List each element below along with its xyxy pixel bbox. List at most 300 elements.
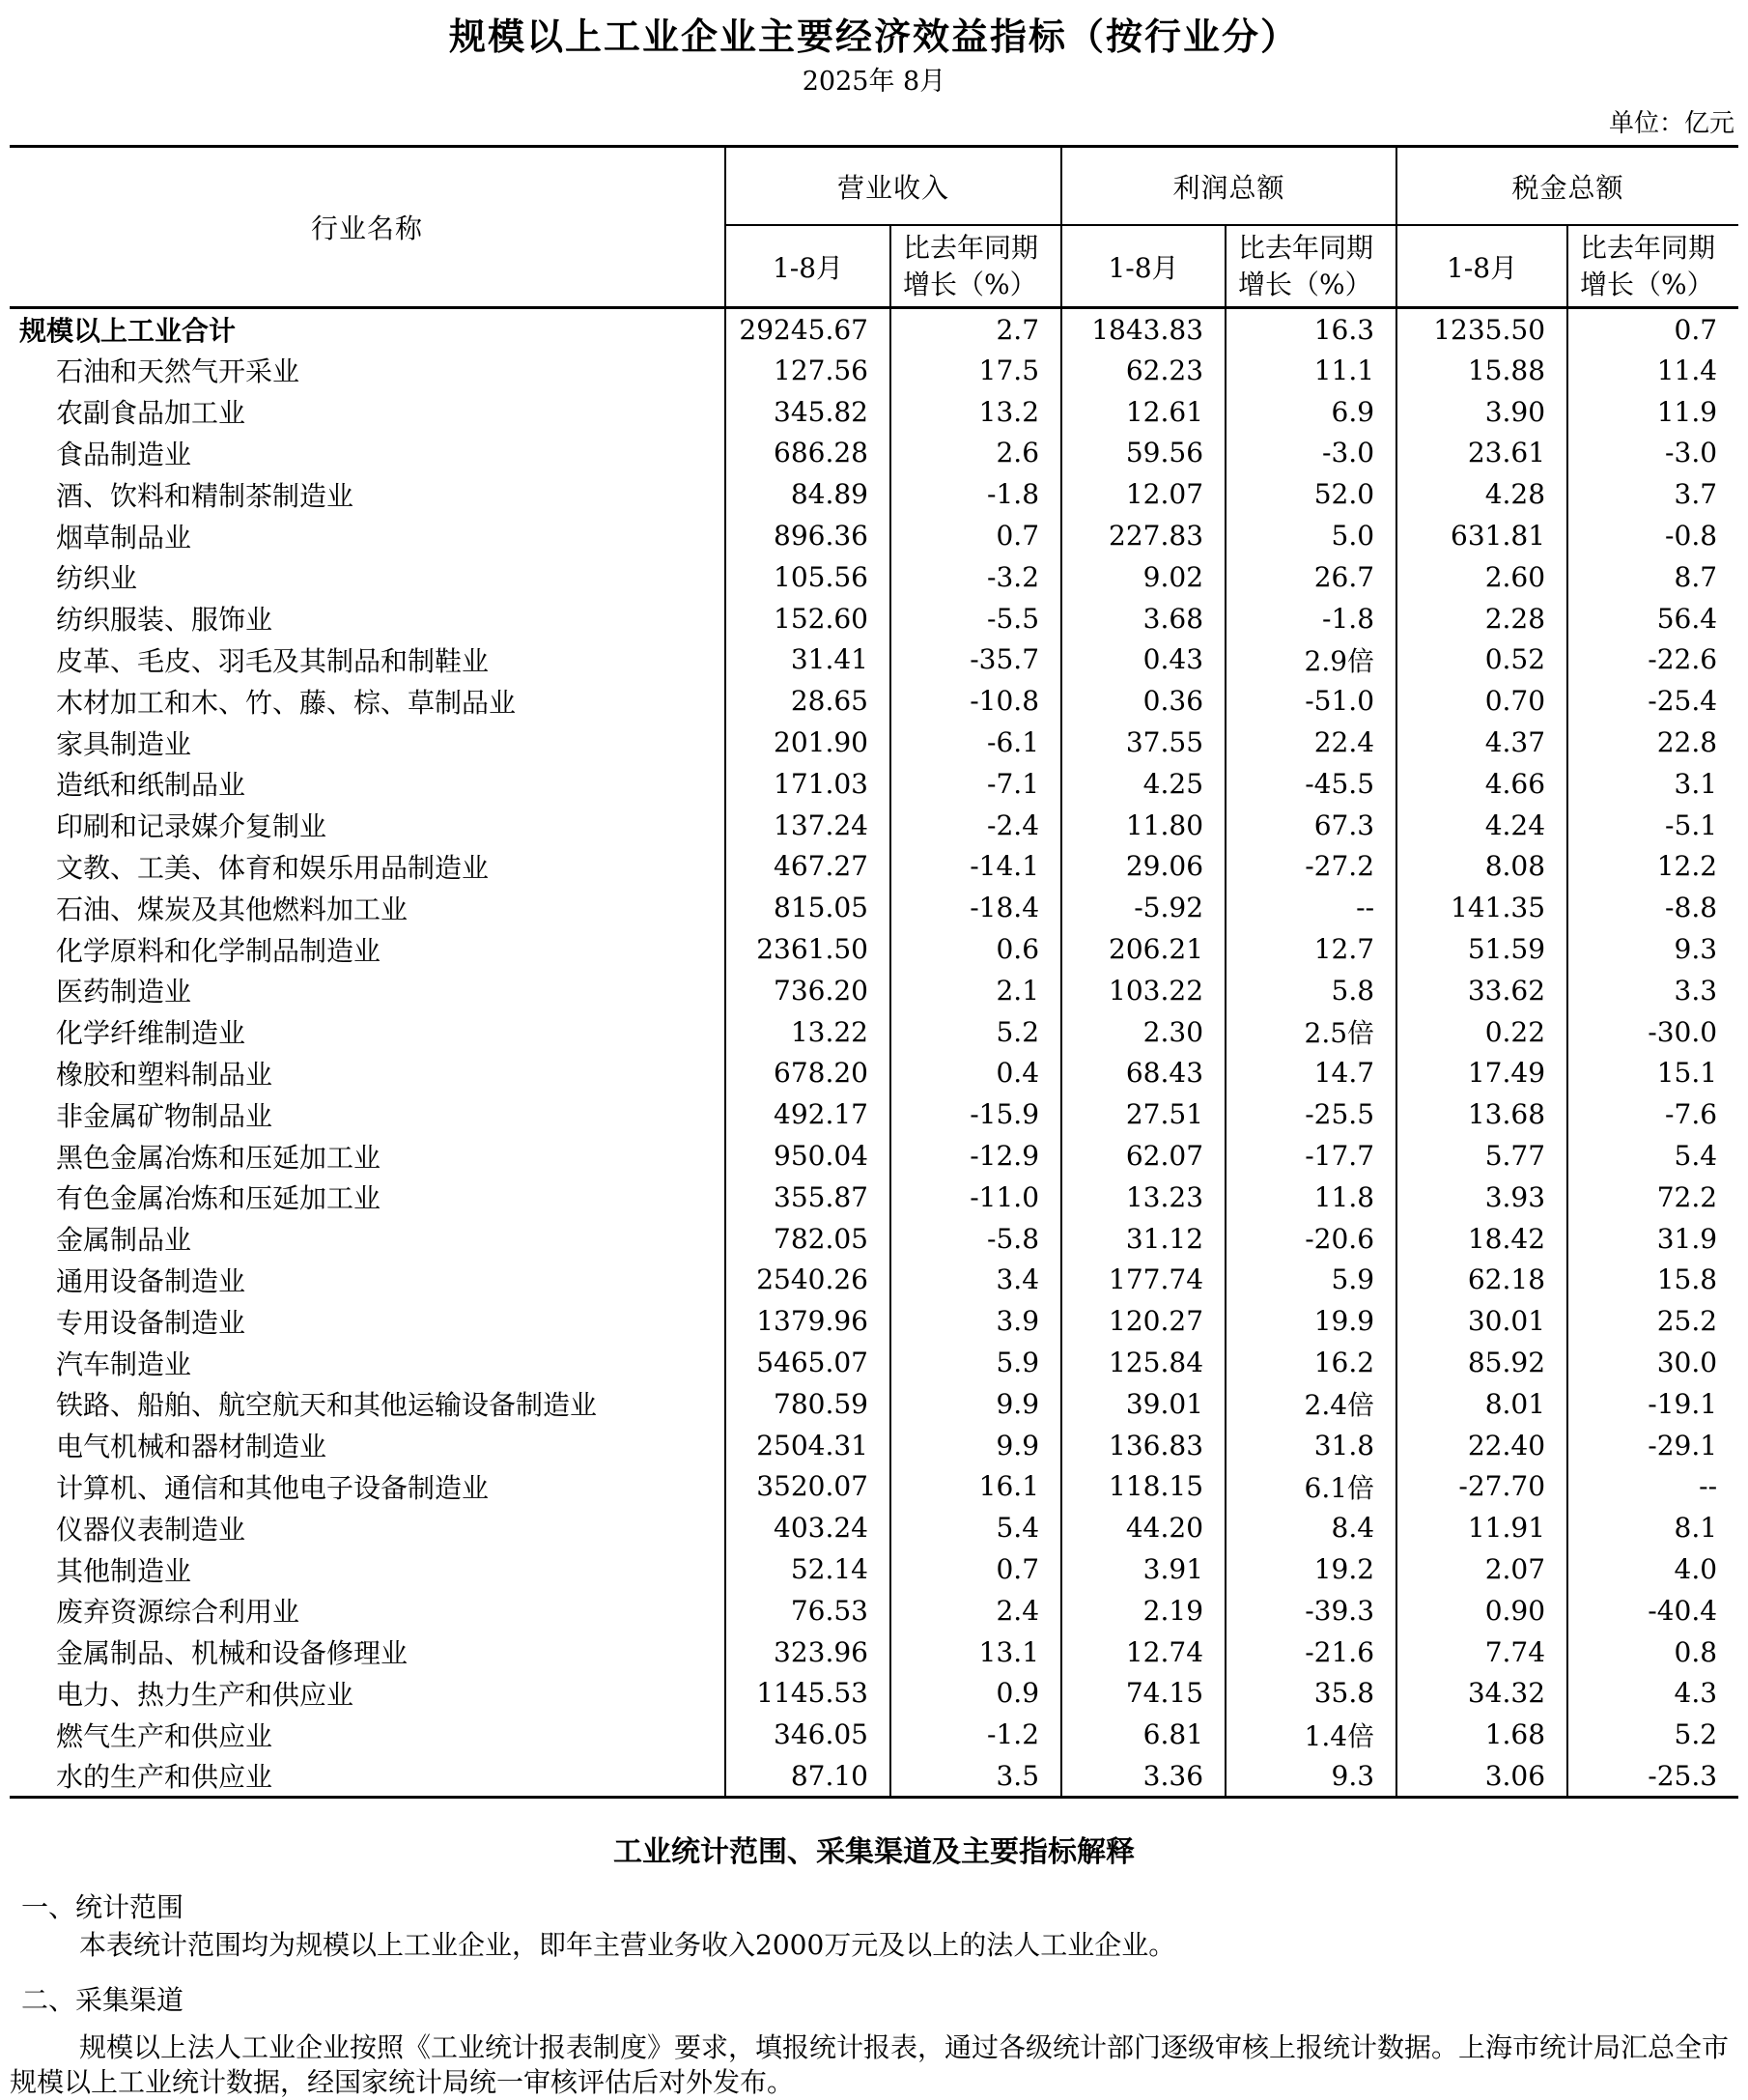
industry-name: 木材加工和木、竹、藤、棕、草制品业 [56,686,517,719]
profit-period-value: 4.25 [1061,763,1226,805]
revenue-growth-value: 9.9 [890,1425,1061,1466]
revenue-period-value: 896.36 [725,515,890,556]
profit-growth-value: 2.9倍 [1226,639,1396,681]
tax-period-value: 8.08 [1396,846,1567,888]
profit-period-value: 103.22 [1061,970,1226,1011]
industry-name: 电力、热力生产和供应业 [56,1678,354,1711]
tax-period-value: 3.90 [1396,391,1567,433]
profit-period-value: 39.01 [1061,1383,1226,1425]
tax-period-value: 0.90 [1396,1590,1567,1632]
tax-period-value: 3.93 [1396,1177,1567,1218]
revenue-growth-value: -1.2 [890,1714,1061,1755]
tax-growth-value: 15.8 [1567,1260,1738,1301]
profit-growth-value: 5.8 [1226,970,1396,1011]
page-subtitle: 2025年 8月 [802,67,946,97]
profit-growth-value: -51.0 [1226,680,1396,722]
industry-name: 金属制品业 [56,1224,192,1257]
profit-growth-value: 22.4 [1226,722,1396,763]
tax-growth-value: 22.8 [1567,722,1738,763]
tax-growth-value: 15.1 [1567,1053,1738,1094]
profit-period-value: 12.61 [1061,391,1226,433]
revenue-period-value: 2540.26 [725,1260,890,1301]
note-heading-scope: 一、统计范围 [21,1891,184,1924]
tax-growth-value: 11.9 [1567,391,1738,433]
profit-period-value: 27.51 [1061,1093,1226,1135]
profit-period-value: 2.19 [1061,1590,1226,1632]
industry-name: 医药制造业 [56,976,192,1008]
revenue-growth-value: 0.7 [890,1548,1061,1590]
tax-growth-value: 25.2 [1567,1300,1738,1342]
tax-period-value: 0.22 [1396,1011,1567,1053]
tax-growth-value: 5.4 [1567,1135,1738,1177]
tax-growth-value: -5.1 [1567,805,1738,846]
tax-growth-value: 4.0 [1567,1548,1738,1590]
revenue-period-value: 52.14 [725,1548,890,1590]
industry-column-header: 行业名称 [10,147,725,308]
table-row [10,805,1738,846]
tax-growth-value: -3.0 [1567,433,1738,474]
revenue-period-value: 950.04 [725,1135,890,1177]
revenue-period-value: 492.17 [725,1093,890,1135]
notes-title: 工业统计范围、采集渠道及主要指标解释 [613,1835,1135,1870]
tax-period-value: 4.24 [1396,805,1567,846]
revenue-period-value: 780.59 [725,1383,890,1425]
revenue-period-value: 403.24 [725,1507,890,1548]
revenue-growth-value: -2.4 [890,805,1061,846]
tax-period-value: 18.42 [1396,1218,1567,1260]
tax-growth-value: -40.4 [1567,1590,1738,1632]
industry-name: 石油、煤炭及其他燃料加工业 [56,893,409,925]
tax-growth-value: -25.3 [1567,1755,1738,1798]
profit-growth-value: 19.2 [1226,1548,1396,1590]
tax-growth-value: 8.7 [1567,556,1738,598]
profit-period-value: 3.91 [1061,1548,1226,1590]
profit-growth-value: -39.3 [1226,1590,1396,1632]
tax-period-value: 23.61 [1396,433,1567,474]
profit-period-value: 0.36 [1061,680,1226,722]
table-row [10,1548,1738,1590]
table-row [10,1507,1738,1548]
tax-period-value: 2.28 [1396,598,1567,639]
tax-growth-value: 12.2 [1567,846,1738,888]
tax-growth-value: -- [1567,1466,1738,1508]
industry-name: 水的生产和供应业 [56,1761,273,1794]
revenue-period-value: 13.22 [725,1011,890,1053]
profit-period-value: 13.23 [1061,1177,1226,1218]
revenue-growth-value: 5.9 [890,1342,1061,1383]
table-row [10,433,1738,474]
profit-growth-value: 67.3 [1226,805,1396,846]
group-header-profit: 利润总额 [1061,147,1396,226]
industry-name: 规模以上工业合计 [19,315,237,347]
profit-period-value: 2.30 [1061,1011,1226,1053]
profit-growth-header [1226,225,1396,308]
revenue-period-value: 1145.53 [725,1673,890,1715]
profit-period-value: 3.68 [1061,598,1226,639]
note-body-scope: 本表统计范围均为规模以上工业企业，即年主营业务收入2000万元及以上的法人工业企业。 [79,1929,1176,1962]
table-row [10,515,1738,556]
revenue-period-value: 152.60 [725,598,890,639]
notes-section [10,1835,1738,2100]
tax-period-value: 22.40 [1396,1425,1567,1466]
profit-growth-value: -3.0 [1226,433,1396,474]
profit-growth-value: 12.7 [1226,928,1396,970]
industry-name: 专用设备制造业 [56,1306,246,1339]
revenue-period-value: 105.56 [725,556,890,598]
profit-period-value: 59.56 [1061,433,1226,474]
profit-growth-value: -- [1226,887,1396,928]
profit-period-value: 120.27 [1061,1300,1226,1342]
tax-growth-value: -19.1 [1567,1383,1738,1425]
group-header-row [10,147,1738,226]
industry-name: 计算机、通信和其他电子设备制造业 [56,1471,490,1504]
page-title: 规模以上工业企业主要经济效益指标（按行业分） [448,14,1299,58]
table-row [10,1135,1738,1177]
tax-growth-value: 30.0 [1567,1342,1738,1383]
profit-period-value: 1843.83 [1061,308,1226,351]
profit-period-value: 37.55 [1061,722,1226,763]
profit-growth-value: -20.6 [1226,1218,1396,1260]
profit-growth-value: -1.8 [1226,598,1396,639]
tax-growth-value: 31.9 [1567,1218,1738,1260]
profit-growth-value: 35.8 [1226,1673,1396,1715]
profit-period-value: 62.07 [1061,1135,1226,1177]
tax-period-value: 33.62 [1396,970,1567,1011]
profit-growth-value: 6.1倍 [1226,1466,1396,1508]
tax-growth-value: 3.7 [1567,473,1738,515]
industry-name: 橡胶和塑料制品业 [56,1058,273,1091]
tax-period-header: 1-8月 [1396,225,1567,308]
tax-growth-value: 8.1 [1567,1507,1738,1548]
table-row [10,1342,1738,1383]
revenue-growth-value: -5.8 [890,1218,1061,1260]
table-row [10,639,1738,681]
revenue-period-value: 2504.31 [725,1425,890,1466]
tax-period-value: 13.68 [1396,1093,1567,1135]
tax-growth-value: -30.0 [1567,1011,1738,1053]
revenue-growth-value: 16.1 [890,1466,1061,1508]
profit-period-value: 12.74 [1061,1632,1226,1673]
profit-growth-value: 1.4倍 [1226,1714,1396,1755]
revenue-period-value: 678.20 [725,1053,890,1094]
table-row [10,391,1738,433]
profit-period-value: 3.36 [1061,1755,1226,1798]
profit-period-value: 11.80 [1061,805,1226,846]
profit-growth-value: 11.1 [1226,350,1396,391]
tax-growth-value: 0.8 [1567,1632,1738,1673]
revenue-period-value: 5465.07 [725,1342,890,1383]
revenue-growth-value: 9.9 [890,1383,1061,1425]
revenue-growth-value: -14.1 [890,846,1061,888]
profit-growth-value: 16.2 [1226,1342,1396,1383]
tax-period-value: 7.74 [1396,1632,1567,1673]
industry-name: 仪器仪表制造业 [56,1513,246,1546]
tax-period-value: 85.92 [1396,1342,1567,1383]
group-header-tax: 税金总额 [1396,147,1738,226]
industry-name: 有色金属冶炼和压延加工业 [56,1182,381,1215]
profit-period-value: 29.06 [1061,846,1226,888]
profit-period-value: 74.15 [1061,1673,1226,1715]
revenue-period-value: 345.82 [725,391,890,433]
group-header-revenue: 营业收入 [725,147,1061,226]
industry-name: 黑色金属冶炼和压延加工业 [56,1141,381,1174]
tax-growth-value: 72.2 [1567,1177,1738,1218]
table-row [10,680,1738,722]
table-row [10,1260,1738,1301]
table-header [10,147,1738,308]
revenue-growth-value: -35.7 [890,639,1061,681]
revenue-period-value: 323.96 [725,1632,890,1673]
tax-growth-value: -22.6 [1567,639,1738,681]
industry-name: 食品制造业 [56,438,192,470]
revenue-growth-value: 3.4 [890,1260,1061,1301]
profit-growth-value: 9.3 [1226,1755,1396,1798]
profit-growth-value: -21.6 [1226,1632,1396,1673]
industry-name: 酒、饮料和精制茶制造业 [56,479,354,512]
table-row [10,1755,1738,1798]
profit-growth-value: 5.9 [1226,1260,1396,1301]
tax-period-value: 0.52 [1396,639,1567,681]
industry-name: 汽车制造业 [56,1348,192,1380]
profit-period-value: 31.12 [1061,1218,1226,1260]
table-row [10,722,1738,763]
tax-growth-value: 11.4 [1567,350,1738,391]
table-row [10,1632,1738,1673]
revenue-growth-value: 0.6 [890,928,1061,970]
revenue-growth-value: 0.4 [890,1053,1061,1094]
revenue-period-value: 29245.67 [725,308,890,351]
tax-growth-value: 5.2 [1567,1714,1738,1755]
revenue-growth-value: 2.7 [890,308,1061,351]
industry-name: 非金属矿物制品业 [56,1099,273,1132]
note-heading-channel: 二、采集渠道 [21,1984,184,2017]
tax-period-value: 15.88 [1396,350,1567,391]
profit-growth-value: 5.0 [1226,515,1396,556]
table-row [10,1177,1738,1218]
industry-name: 铁路、船舶、航空航天和其他运输设备制造业 [56,1389,598,1422]
table-row [10,1714,1738,1755]
tax-period-value: 2.60 [1396,556,1567,598]
profit-growth-value: 52.0 [1226,473,1396,515]
industry-name: 烟草制品业 [56,521,192,553]
revenue-period-value: 1379.96 [725,1300,890,1342]
growth-header-line1: 比去年同期 [903,231,1039,264]
table-row [10,1218,1738,1260]
tax-period-value: 30.01 [1396,1300,1567,1342]
revenue-period-value: 76.53 [725,1590,890,1632]
tax-period-value: 141.35 [1396,887,1567,928]
tax-period-value: -27.70 [1396,1466,1567,1508]
industry-name: 燃气生产和供应业 [56,1719,273,1752]
note-body-channel: 规模以上法人工业企业按照《工业统计报表制度》要求，填报统计报表，通过各级统计部门逐级审核上报统计数据。上海市统计局汇总全市规模以上工业统计数据，经国家统计局统一审核评估后对外发布。 [10,2031,1730,2099]
profit-growth-value: 26.7 [1226,556,1396,598]
tax-growth-header [1567,225,1738,308]
revenue-growth-value: -1.8 [890,473,1061,515]
table-row [10,1590,1738,1632]
industry-name: 造纸和纸制品业 [56,769,246,802]
table-row [10,970,1738,1011]
revenue-growth-value: -6.1 [890,722,1061,763]
profit-period-value: -5.92 [1061,887,1226,928]
tax-period-value: 4.28 [1396,473,1567,515]
tax-period-value: 17.49 [1396,1053,1567,1094]
industry-name: 纺织业 [56,562,138,595]
revenue-period-header: 1-8月 [725,225,890,308]
tax-period-value: 1.68 [1396,1714,1567,1755]
revenue-growth-value: 3.9 [890,1300,1061,1342]
tax-period-value: 4.37 [1396,722,1567,763]
tax-growth-value: 9.3 [1567,928,1738,970]
profit-period-value: 136.83 [1061,1425,1226,1466]
revenue-growth-value: 13.1 [890,1632,1061,1673]
profit-growth-value: -17.7 [1226,1135,1396,1177]
profit-growth-value: 6.9 [1226,391,1396,433]
tax-growth-value: 0.7 [1567,308,1738,351]
profit-growth-value: -25.5 [1226,1093,1396,1135]
table-row [10,763,1738,805]
tax-growth-value: 3.1 [1567,763,1738,805]
revenue-period-value: 31.41 [725,639,890,681]
tax-period-value: 1235.50 [1396,308,1567,351]
industry-name: 其他制造业 [56,1554,192,1587]
profit-growth-value: 14.7 [1226,1053,1396,1094]
revenue-growth-value: -7.1 [890,763,1061,805]
industry-name: 石油和天然气开采业 [56,355,300,388]
profit-period-value: 206.21 [1061,928,1226,970]
revenue-growth-value: -3.2 [890,556,1061,598]
industry-name: 农副食品加工业 [56,397,246,430]
table-row [10,928,1738,970]
table-row [10,1053,1738,1094]
revenue-growth-value: 2.4 [890,1590,1061,1632]
revenue-growth-value: -11.0 [890,1177,1061,1218]
profit-period-value: 68.43 [1061,1053,1226,1094]
table-row [10,1425,1738,1466]
table-row [10,1011,1738,1053]
tax-period-value: 2.07 [1396,1548,1567,1590]
growth-header-line1: 比去年同期 [1580,231,1716,264]
revenue-growth-value: 0.9 [890,1673,1061,1715]
tax-growth-value: 3.3 [1567,970,1738,1011]
industry-name: 化学原料和化学制品制造业 [56,934,381,967]
tax-growth-value: -0.8 [1567,515,1738,556]
profit-period-value: 44.20 [1061,1507,1226,1548]
revenue-growth-value: -5.5 [890,598,1061,639]
revenue-period-value: 28.65 [725,680,890,722]
revenue-growth-value: -18.4 [890,887,1061,928]
tax-period-value: 62.18 [1396,1260,1567,1301]
growth-header-line2: 增长（%） [903,268,1037,300]
profit-growth-value: 2.5倍 [1226,1011,1396,1053]
table-row [10,350,1738,391]
revenue-period-value: 84.89 [725,473,890,515]
revenue-period-value: 686.28 [725,433,890,474]
industry-name: 纺织服装、服饰业 [56,604,273,637]
tax-growth-value: 4.3 [1567,1673,1738,1715]
table-body [10,308,1738,1798]
revenue-period-value: 346.05 [725,1714,890,1755]
profit-growth-value: 2.4倍 [1226,1383,1396,1425]
revenue-period-value: 782.05 [725,1218,890,1260]
revenue-period-value: 467.27 [725,846,890,888]
tax-period-value: 11.91 [1396,1507,1567,1548]
tax-growth-value: 56.4 [1567,598,1738,639]
revenue-period-value: 171.03 [725,763,890,805]
tax-period-value: 0.70 [1396,680,1567,722]
revenue-growth-value: 13.2 [890,391,1061,433]
revenue-period-value: 815.05 [725,887,890,928]
revenue-growth-value: 3.5 [890,1755,1061,1798]
profit-period-value: 118.15 [1061,1466,1226,1508]
revenue-period-value: 201.90 [725,722,890,763]
revenue-growth-value: -12.9 [890,1135,1061,1177]
industry-name: 金属制品、机械和设备修理业 [56,1637,409,1670]
profit-period-value: 9.02 [1061,556,1226,598]
table-row [10,1383,1738,1425]
revenue-growth-value: -15.9 [890,1093,1061,1135]
profit-period-value: 125.84 [1061,1342,1226,1383]
profit-growth-value: -45.5 [1226,763,1396,805]
table-row [10,1093,1738,1135]
profit-growth-value: 8.4 [1226,1507,1396,1548]
profit-growth-value: 11.8 [1226,1177,1396,1218]
industry-name: 家具制造业 [56,727,192,760]
industry-name: 文教、工美、体育和娱乐用品制造业 [56,851,490,884]
revenue-period-value: 3520.07 [725,1466,890,1508]
industry-name: 通用设备制造业 [56,1264,246,1297]
revenue-growth-value: 17.5 [890,350,1061,391]
revenue-growth-value: -10.8 [890,680,1061,722]
economic-indicators-table [10,145,1738,1799]
tax-growth-value: -25.4 [1567,680,1738,722]
profit-growth-value: 19.9 [1226,1300,1396,1342]
revenue-period-value: 355.87 [725,1177,890,1218]
revenue-growth-value: 5.4 [890,1507,1061,1548]
revenue-growth-value: 5.2 [890,1011,1061,1053]
profit-growth-value: -27.2 [1226,846,1396,888]
table-row [10,556,1738,598]
tax-growth-value: -29.1 [1567,1425,1738,1466]
unit-label: 单位：亿元 [1608,109,1734,138]
profit-growth-value: 31.8 [1226,1425,1396,1466]
revenue-growth-header [890,225,1061,308]
table-row [10,887,1738,928]
table-row [10,1300,1738,1342]
growth-header-line1: 比去年同期 [1238,231,1374,264]
industry-name: 皮革、毛皮、羽毛及其制品和制鞋业 [56,644,490,677]
tax-period-value: 8.01 [1396,1383,1567,1425]
revenue-growth-value: 2.6 [890,433,1061,474]
industry-name: 印刷和记录媒介复制业 [56,810,327,843]
tax-period-value: 34.32 [1396,1673,1567,1715]
profit-period-value: 227.83 [1061,515,1226,556]
tax-period-value: 631.81 [1396,515,1567,556]
table-row [10,1673,1738,1715]
tax-growth-value: -7.6 [1567,1093,1738,1135]
profit-period-value: 0.43 [1061,639,1226,681]
profit-period-value: 177.74 [1061,1260,1226,1301]
revenue-period-value: 127.56 [725,350,890,391]
growth-header-line2: 增长（%） [1580,268,1714,300]
table-row [10,598,1738,639]
growth-header-line2: 增长（%） [1238,268,1372,300]
revenue-period-value: 137.24 [725,805,890,846]
revenue-period-value: 736.20 [725,970,890,1011]
profit-period-value: 6.81 [1061,1714,1226,1755]
tax-period-value: 4.66 [1396,763,1567,805]
tax-period-value: 5.77 [1396,1135,1567,1177]
tax-period-value: 3.06 [1396,1755,1567,1798]
